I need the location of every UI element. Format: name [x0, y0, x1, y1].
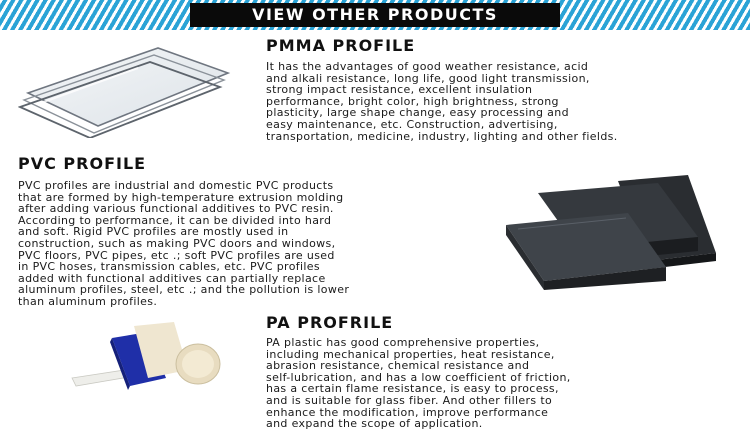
text-line: PVC floors, PVC pipes, etc .; soft PVC profiles are used [18, 248, 335, 262]
text-line: transportation, medicine, industry, lighting and other fields. [266, 129, 618, 143]
text-line: that are formed by high-temperature extrusion molding [18, 190, 344, 204]
dark-pvc-sheets-icon [498, 175, 718, 290]
text-line: enhance the modification, improve performance [266, 405, 549, 419]
nylon-rods-icon [70, 320, 230, 400]
text-line: in PVC hoses, transmission cables, etc. PVC profiles [18, 260, 321, 274]
text-line: self-lubrication, and has a low coefficient of friction, [266, 370, 571, 384]
text-line: easy maintenance, etc. Construction, advertising, [266, 117, 558, 131]
text-line: than aluminum profiles. [18, 294, 158, 308]
text-line: plasticity, large shape change, easy processing and [266, 106, 569, 120]
text-line: aluminum profiles, steel, etc .; and the pollution is lower [18, 283, 350, 297]
text-line: and soft. Rigid PVC profiles are mostly used in [18, 225, 289, 239]
text-line: and expand the scope of application. [266, 417, 483, 430]
text-line: construction, such as making PVC doors and windows, [18, 236, 336, 250]
text-line: including mechanical properties, heat resistance, [266, 347, 555, 361]
text-line: after adding various functional additives to PVC resin. [18, 202, 334, 216]
pmma-title: PMMA PROFILE [266, 36, 416, 55]
text-line: abrasion resistance, chemical resistance and [266, 359, 530, 373]
text-line: strong impact resistance, excellent insulation [266, 83, 533, 97]
text-line: has a certain flame resistance, is easy to process, [266, 382, 559, 396]
clear-acrylic-sheets-icon [18, 38, 238, 138]
text-line: It has the advantages of good weather resistance, acid [266, 60, 589, 73]
pmma-description [266, 61, 746, 142]
pa-description [266, 337, 736, 430]
text-line: PA plastic has good comprehensive properties, [266, 336, 540, 349]
text-line: performance, bright color, high brightness, strong [266, 94, 559, 108]
text-line: and is suitable for glass fiber. And other fillers to [266, 393, 553, 407]
pa-title: PA PROFRILE [266, 313, 394, 332]
pvc-title: PVC PROFILE [18, 154, 147, 173]
text-line: added with functional additives can partially replace [18, 271, 326, 285]
section-banner [0, 0, 750, 30]
text-line: and alkali resistance, long life, good light transmission, [266, 71, 590, 85]
pvc-description [18, 180, 478, 308]
text-line: According to performance, it can be divided into hard [18, 213, 332, 227]
banner-title: VIEW OTHER PRODUCTS [190, 3, 560, 27]
text-line: PVC profiles are industrial and domestic PVC products [18, 179, 334, 192]
